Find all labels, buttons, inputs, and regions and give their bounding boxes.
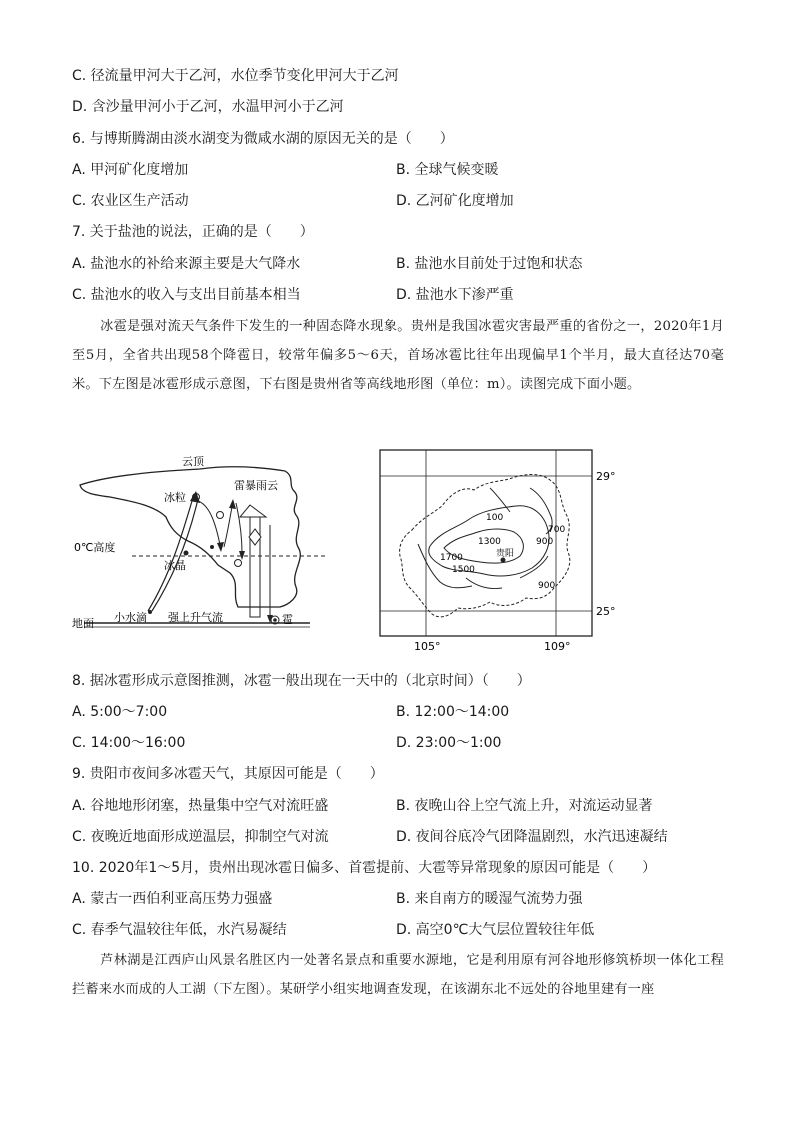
contour-1300: 1300 [478, 537, 501, 547]
q9-option-c: C. 夜晚近地面形成逆温层，抑制空气对流 [72, 829, 329, 845]
label-hail: 雹 [282, 613, 293, 626]
label-droplet: 小水滴 [114, 611, 147, 624]
guizhou-contour-map [370, 448, 620, 654]
label-ice-particle: 冰粒 [164, 491, 186, 504]
lulin-passage-text: 芦林湖是江西庐山风景名胜区内一处著名景点和重要水源地，它是利用原有河谷地形修筑桥坝一体化工程拦蓄来水而成的人工湖（下左图）。某研学小组实地调查发现，在该湖东北不远处的谷地里建有一座 [72, 953, 724, 997]
label-guiyang: 贵阳 [496, 549, 515, 559]
q7-stem: 7. 关于盐池的说法，正确的是（ ） [72, 224, 314, 240]
lulin-passage [72, 946, 724, 1004]
hail-passage [72, 312, 724, 399]
q7-option-c: C. 盐池水的收入与支出目前基本相当 [72, 287, 301, 303]
label-lon-109: 109° [544, 640, 571, 653]
contour-1700: 1700 [440, 553, 463, 563]
label-zero-degree: 0℃高度 [74, 541, 116, 554]
label-storm-cloud: 雷暴雨云 [234, 479, 278, 492]
q7-option-d: D. 盐池水下渗严重 [396, 287, 514, 303]
hail-passage-text: 冰雹是强对流天气条件下发生的一种固态降水现象。贵州是我国冰雹灾害最严重的省份之一，2020年1月至5月，全省共出现58个降雹日，较常年偏多5～6天，首场冰雹比往年出现偏早1个半月，最大直径达70毫米。下左图是冰雹形成示意图，下右图是贵州省等高线地形图（单位：m）。读图完成下面小题。 [72, 319, 724, 392]
q6-option-a: A. 甲河矿化度增加 [72, 162, 189, 178]
contour-700: 700 [548, 525, 566, 535]
q8-option-c: C. 14:00～16:00 [72, 735, 186, 751]
q8-option-a: A. 5:00～7:00 [72, 704, 168, 720]
contour-1500: 1500 [452, 565, 475, 575]
label-updraft: 强上升气流 [168, 611, 223, 624]
q5-option-c: C. 径流量甲河大于乙河，水位季节变化甲河大于乙河 [72, 68, 399, 84]
q6-stem: 6. 与博斯腾湖由淡水湖变为微咸水湖的原因无关的是（ ） [72, 131, 454, 147]
q10-option-b: B. 来自南方的暖湿气流势力强 [396, 891, 583, 907]
label-lat-29: 29° [596, 470, 616, 483]
q5-option-d: D. 含沙量甲河小于乙河，水温甲河小于乙河 [72, 99, 344, 115]
q6-option-d: D. 乙河矿化度增加 [396, 193, 514, 209]
q10-option-a: A. 蒙古一西伯利亚高压势力强盛 [72, 891, 273, 907]
hail-formation-diagram [70, 455, 330, 635]
q9-stem: 9. 贵阳市夜间多冰雹天气，其原因可能是（ ） [72, 766, 384, 782]
q8-stem: 8. 据冰雹形成示意图推测，冰雹一般出现在一天中的（北京时间）（ ） [72, 673, 531, 689]
q8-option-b: B. 12:00～14:00 [396, 704, 510, 720]
label-lon-105: 105° [414, 640, 441, 653]
label-ground: 地面 [72, 617, 94, 630]
q7-option-a: A. 盐池水的补给来源主要是大气降水 [72, 256, 301, 272]
contour-900-north: 900 [536, 537, 554, 547]
q10-stem: 10. 2020年1～5月，贵州出现冰雹日偏多、首雹提前、大雹等异常现象的原因可能是（ ） [72, 860, 657, 876]
q8-option-d: D. 23:00～1:00 [396, 735, 502, 751]
contour-900-south: 900 [538, 581, 556, 591]
q7-option-b: B. 盐池水目前处于过饱和状态 [396, 256, 583, 272]
q6-option-c: C. 农业区生产活动 [72, 193, 189, 209]
q9-option-d: D. 夜间谷底冷气团降温剧烈，水汽迅速凝结 [396, 829, 668, 845]
label-cloud-top: 云顶 [182, 455, 204, 468]
contour-100: 100 [486, 513, 504, 523]
label-lat-25: 25° [596, 605, 616, 618]
label-ice-crystal: 冰晶 [164, 559, 186, 572]
q9-option-b: B. 夜晚山谷上空气流上升，对流运动显著 [396, 798, 653, 814]
q10-option-d: D. 高空0℃大气层位置较往年低 [396, 922, 595, 938]
q9-option-a: A. 谷地地形闭塞，热量集中空气对流旺盛 [72, 798, 329, 814]
q10-option-c: C. 春季气温较往年低，水汽易凝结 [72, 922, 287, 938]
q6-option-b: B. 全球气候变暖 [396, 162, 499, 178]
